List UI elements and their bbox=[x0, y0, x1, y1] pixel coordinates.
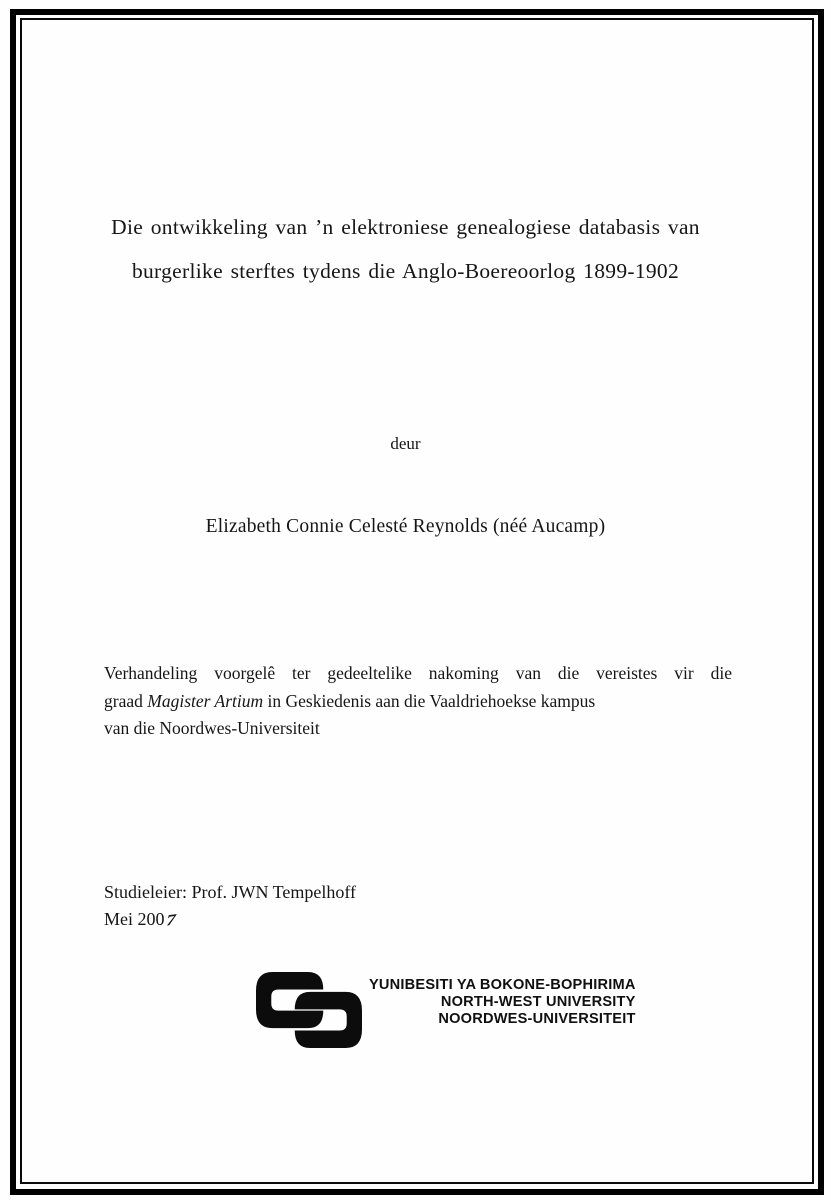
date-prefix: Mei 200 bbox=[104, 909, 165, 929]
title-line-2: burgerlike sterftes tydens die Anglo-Boereoorlog 1899-1902 bbox=[131, 259, 680, 283]
title-line-1: Die ontwikkeling van ’n elektroniese genealogiese databasis van bbox=[111, 215, 700, 239]
nwu-logo-text bbox=[369, 977, 636, 1027]
logo-line-english: NORTH-WEST UNIVERSITY bbox=[440, 993, 636, 1010]
logo-line-afrikaans: NOORDWES-UNIVERSITEIT bbox=[438, 1010, 636, 1027]
date-last-digit: 7 bbox=[163, 910, 178, 930]
author-name: Elizabeth Connie Celesté Reynolds (néé Aucamp) bbox=[205, 516, 606, 537]
statement-line-2-post: in Geskiedenis aan die Vaaldriehoekse kampus bbox=[263, 690, 596, 711]
byline-deur: deur bbox=[390, 434, 421, 453]
statement-line-3: van die Noordwes-Universiteit bbox=[104, 718, 320, 738]
logo-line-setswana: YUNIBESITI YA BOKONE-BOPHIRIMA bbox=[369, 977, 636, 993]
statement-line-1: Verhandeling voorgelê ter gedeeltelike nakoming van die vereistes vir die bbox=[104, 663, 732, 683]
supervisor-line: Studieleier: Prof. JWN Tempelhoff bbox=[104, 882, 357, 902]
degree-statement bbox=[104, 660, 732, 743]
statement-line-2-pre: graad bbox=[104, 690, 148, 711]
thesis-title bbox=[60, 205, 751, 293]
statement-degree-name: Magister Artium bbox=[147, 690, 264, 711]
nwu-interlocking-links-icon bbox=[256, 972, 362, 1048]
date-line bbox=[104, 909, 178, 930]
statement-line-2 bbox=[104, 688, 732, 716]
nwu-logo bbox=[256, 972, 636, 1048]
